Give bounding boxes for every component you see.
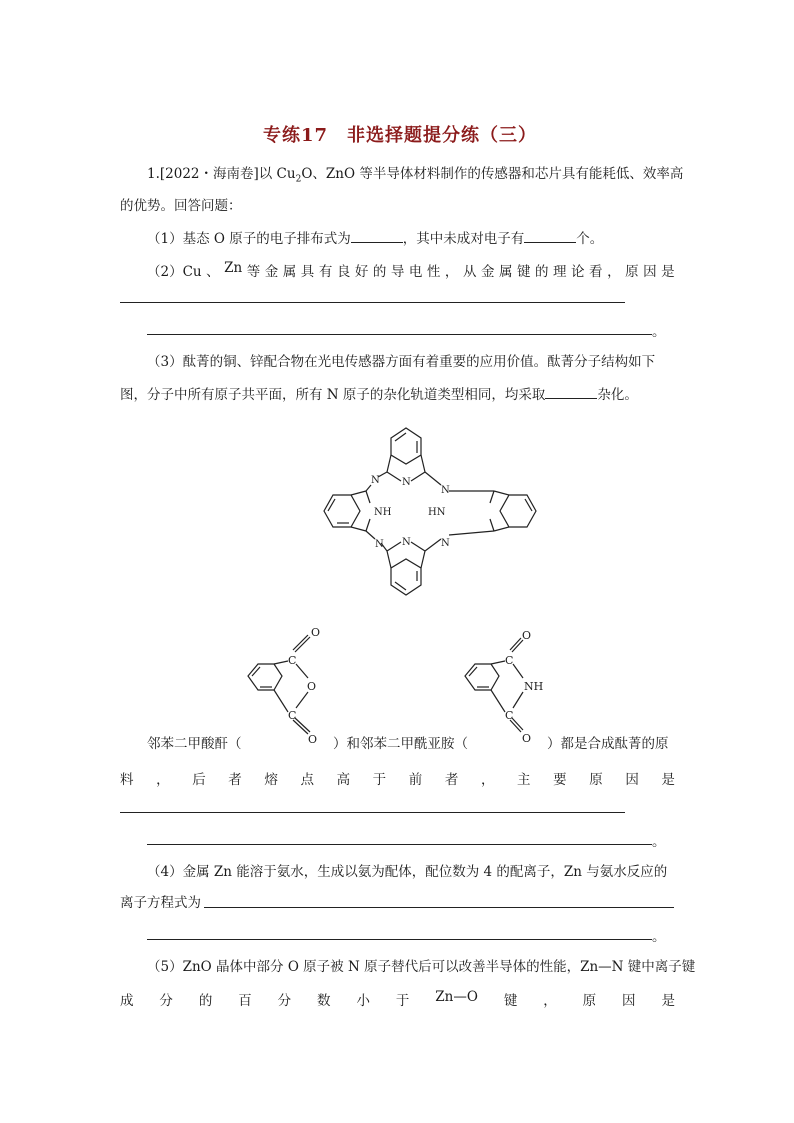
answer-line[interactable] [120,302,625,303]
atom-c: C [505,709,514,722]
atom-n: N [441,538,450,549]
atom-o: O [522,732,532,745]
part-3-text-b: 杂化。 [597,387,638,403]
text-char: 点 [300,772,314,788]
atom-n: N [371,475,380,486]
part-1-text-a: （1）基态 O 原子的电子排布式为 [147,231,351,247]
atom-hn: HN [428,507,446,518]
text-char: 原 [582,993,597,1009]
benzene-ring-right [500,495,536,527]
text-char: 等 [246,264,261,280]
part-1 [147,228,603,249]
atom-c: C [288,709,297,722]
question-intro-line2: 的优势。回答问题： [120,198,242,214]
text-char: （2）Cu [147,264,202,280]
atom-nh: NH [524,680,544,693]
intro-text-a: 1.[2022・海南卷]以 Cu [147,166,296,182]
part-4-line1: （4）金属 Zn 能溶于氨水，生成以氨为配体，配位数为 4 的配离子，Zn 与氨水反应的 [147,864,668,880]
text-char: 因 [643,264,657,280]
intro-subscript: 2 [295,174,302,185]
text-char: 因 [625,772,639,788]
text-char: 是 [661,993,675,1009]
atom-o: O [522,629,532,642]
answer-line[interactable] [147,844,652,845]
text-char: 、 [206,264,220,280]
part-5-line1: （5）ZnO 晶体中部分 O 原子被 N 原子替代后可以改善半导体的性能，Zn—N 键中离子键 [147,959,696,975]
text-char: 从 [462,264,477,280]
answer-blank[interactable] [524,228,576,243]
text-char: 属 [498,264,513,280]
question-intro [147,164,683,190]
text-char: 分 [159,993,173,1009]
part-3-line1: （3）酞菁的铜、锌配合物在光电传感器方面有着重要的应用价值。酞菁分子结构如下 [147,354,656,370]
part-3-cmp-b: ）和邻苯二甲酰亚胺（ [333,736,468,752]
phthalic-anhydride-structure [238,620,333,750]
text-char: 原 [625,264,639,280]
text-char: 的 [198,993,213,1009]
text-char: 是 [661,772,675,788]
text-char: 良 [336,264,351,280]
text-char: 键 [503,993,518,1009]
text-char: 成 [120,993,134,1009]
text-char: 金 [480,264,495,280]
part-1-text-c: 个。 [576,231,604,247]
text-char: 电 [408,264,423,280]
text-char: 的 [535,264,549,280]
answer-line[interactable] [120,812,625,813]
text-char: 论 [571,264,585,280]
text-char: 小 [356,993,370,1009]
text-char: 主 [517,772,531,788]
answer-blank[interactable] [545,384,597,399]
period: 。 [652,324,666,340]
text-char: 分 [277,993,292,1009]
part-5-reason [120,989,675,1009]
part-2 [147,260,675,280]
part-3-cmp-a: 邻苯二甲酸酐（ [147,736,242,752]
phthalimide-structure [455,620,555,750]
period: 。 [652,929,666,945]
text-char: ， [444,264,459,280]
atom-n: N [402,537,411,548]
text-char: 高 [336,772,351,788]
text-char: 于 [372,772,387,788]
benzene-ring-left [324,495,360,527]
text-char: 导 [390,264,405,280]
atom-o: O [308,733,318,746]
text-char: 的 [372,264,387,280]
answer-line[interactable] [147,334,652,335]
atom-c: C [505,654,514,667]
text-char: ， [607,264,621,280]
text-char: 原 [589,772,603,788]
text-char: 前 [408,772,423,788]
text-char: 是 [661,264,675,280]
text-char: 金 [264,264,279,280]
text-char: 理 [553,264,567,280]
text-char: 属 [282,264,297,280]
text-char: ， [543,993,557,1009]
text-char: 键 [516,264,531,280]
page-title: 专练17 非选择题提分练（三） [263,125,538,146]
answer-line[interactable] [147,939,652,940]
part-3-text-a: 图，分子中所有原子共平面，所有 N 原子的杂化轨道类型相同，均采取 [120,387,546,403]
text-char: ， [480,772,495,788]
atom-n: N [441,485,450,496]
text-char: 看 [589,264,603,280]
text-char: 熔 [264,772,278,788]
text-char: 料 [120,772,134,788]
phthalocyanine-structure [315,415,545,610]
atom-nh: NH [374,507,392,518]
text-char: 数 [317,993,331,1009]
text-char: 要 [553,772,567,788]
text-char: 有 [318,264,333,280]
period: 。 [652,834,666,850]
text-char: 后 [192,772,206,788]
atom-n: N [402,477,411,488]
text-char: ， [156,772,170,788]
atom-o: O [307,680,317,693]
intro-text-b: O、ZnO 等半导体材料制作的传感器和芯片具有能耗低、效率高 [301,166,684,182]
benzene-ring [248,664,282,690]
text-char: 具 [300,264,315,280]
answer-line[interactable] [204,907,674,908]
text-char: 因 [622,993,636,1009]
part-3-line2 [120,384,638,405]
atom-c: C [288,654,297,667]
part-4-line2: 离子方程式为 [120,895,201,911]
atom-o: O [311,626,321,639]
text-char: Zn—O [435,989,478,1005]
text-char: 性 [426,264,441,280]
text-char: 者 [444,772,459,788]
atom-n: N [375,539,384,550]
text-char: 于 [395,993,410,1009]
text-char: 百 [238,993,252,1009]
part-3-cmp-c: ）都是合成酞菁的原 [547,736,669,752]
part-3-reason [120,768,675,788]
text-char: Zn [224,260,243,276]
answer-blank[interactable] [351,228,403,243]
part-1-text-b: ，其中未成对电子有 [402,231,525,247]
text-char: 者 [228,772,242,788]
text-char: 好 [354,264,369,280]
benzene-ring [465,664,499,690]
